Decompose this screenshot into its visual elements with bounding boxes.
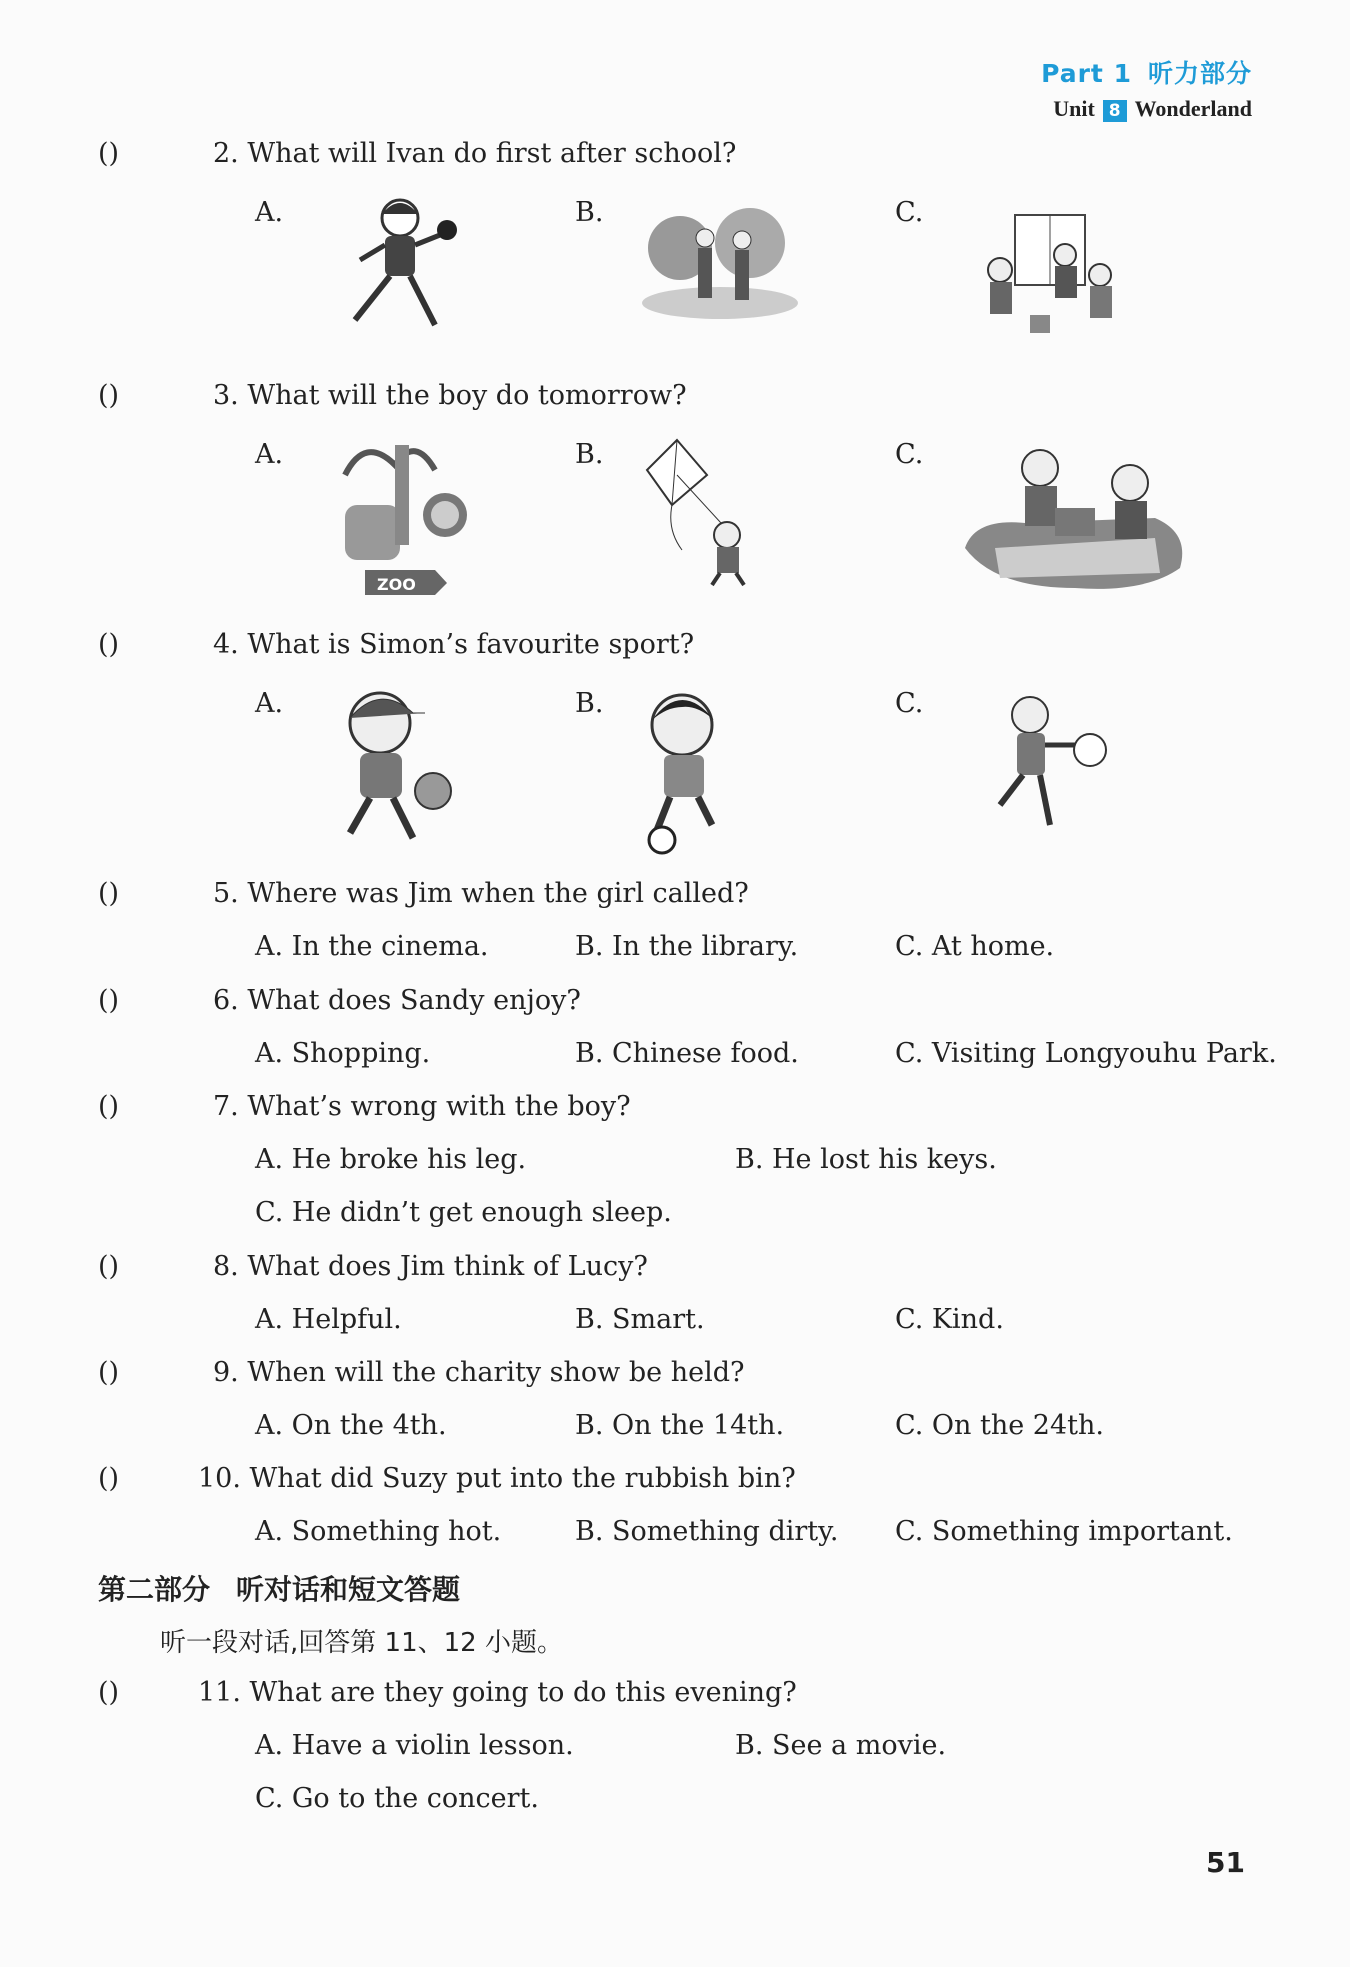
answer-paren-open[interactable]: (: [98, 138, 109, 169]
question-6: () 6. What does Sandy enjoy?: [98, 985, 581, 1016]
picture-girl-playing-ping-pong: [325, 190, 475, 340]
answer-paren-open[interactable]: (: [98, 1251, 109, 1282]
page-header: [1041, 54, 1252, 122]
answer-paren-open[interactable]: (: [98, 985, 109, 1016]
option-8a[interactable]: A. Helpful.: [255, 1304, 402, 1335]
page-number: 51: [1206, 1846, 1245, 1879]
question-11: () 11. What are they going to do this evening?: [98, 1677, 797, 1708]
picture-boy-playing-football: [632, 685, 742, 855]
option-6a[interactable]: A. Shopping.: [255, 1038, 431, 1069]
unit-badge: 8: [1103, 100, 1127, 122]
option-9a[interactable]: A. On the 4th.: [255, 1410, 447, 1441]
option-3a[interactable]: A.: [255, 439, 284, 470]
answer-paren-open[interactable]: (: [98, 1357, 109, 1388]
picture-children-cleaning-window: [965, 210, 1130, 340]
option-4c[interactable]: C.: [895, 688, 924, 719]
option-4b[interactable]: B.: [575, 688, 604, 719]
option-9c[interactable]: C. On the 24th.: [895, 1410, 1104, 1441]
option-10a[interactable]: A. Something hot.: [255, 1516, 502, 1547]
part-heading: Part 1 听力部分: [1041, 59, 1252, 88]
unit-heading: Unit 8 Wonderland: [1053, 96, 1252, 121]
section-2-instruction: 听一段对话,回答第 11、12 小题。: [160, 1628, 563, 1658]
answer-paren-open[interactable]: (: [98, 1091, 109, 1122]
option-6b[interactable]: B. Chinese food.: [575, 1038, 799, 1069]
option-10b[interactable]: B. Something dirty.: [575, 1516, 839, 1547]
question-2: () 2. What will Ivan do first after school?: [98, 138, 737, 169]
section-2-title: 第二部分 听对话和短文答题: [98, 1573, 461, 1606]
option-2a[interactable]: A.: [255, 197, 284, 228]
answer-paren-open[interactable]: (: [98, 380, 109, 411]
option-5c[interactable]: C. At home.: [895, 931, 1055, 962]
option-8c[interactable]: C. Kind.: [895, 1304, 1004, 1335]
answer-paren-open[interactable]: (: [98, 878, 109, 909]
option-11b[interactable]: B. See a movie.: [735, 1730, 947, 1761]
question-10: () 10. What did Suzy put into the rubbish bin?: [98, 1463, 796, 1494]
option-11a[interactable]: A. Have a violin lesson.: [255, 1730, 574, 1761]
question-9: () 9. When will the charity show be held?: [98, 1357, 745, 1388]
option-2b[interactable]: B.: [575, 197, 604, 228]
option-8b[interactable]: B. Smart.: [575, 1304, 705, 1335]
option-6c[interactable]: C. Visiting Longyouhu Park.: [895, 1038, 1277, 1069]
zoo-sign-label: ZOO: [377, 575, 416, 594]
question-8: () 8. What does Jim think of Lucy?: [98, 1251, 648, 1282]
option-4a[interactable]: A.: [255, 688, 284, 719]
option-9b[interactable]: B. On the 14th.: [575, 1410, 785, 1441]
option-7b[interactable]: B. He lost his keys.: [735, 1144, 997, 1175]
question-5: () 5. Where was Jim when the girl called?: [98, 878, 749, 909]
option-11c[interactable]: C. Go to the concert.: [255, 1783, 539, 1814]
option-3c[interactable]: C.: [895, 439, 924, 470]
question-4: () 4. What is Simon’s favourite sport?: [98, 629, 695, 660]
picture-family-picnic: [955, 438, 1190, 598]
picture-boy-flying-kite: [632, 435, 772, 590]
picture-boy-playing-basketball: [315, 683, 460, 853]
option-7a[interactable]: A. He broke his leg.: [255, 1144, 527, 1175]
option-2c[interactable]: C.: [895, 197, 924, 228]
answer-paren-open[interactable]: (: [98, 1677, 109, 1708]
option-3b[interactable]: B.: [575, 439, 604, 470]
question-3: () 3. What will the boy do tomorrow?: [98, 380, 687, 411]
answer-paren-open[interactable]: (: [98, 629, 109, 660]
option-5b[interactable]: B. In the library.: [575, 931, 799, 962]
answer-paren-open[interactable]: (: [98, 1463, 109, 1494]
option-7c[interactable]: C. He didn’t get enough sleep.: [255, 1197, 672, 1228]
picture-zoo-animals: [325, 435, 485, 600]
option-5a[interactable]: A. In the cinema.: [255, 931, 489, 962]
option-10c[interactable]: C. Something important.: [895, 1516, 1233, 1547]
picture-children-planting-trees: [640, 198, 800, 323]
picture-boy-playing-volleyball: [985, 685, 1110, 835]
question-7: () 7. What’s wrong with the boy?: [98, 1091, 631, 1122]
